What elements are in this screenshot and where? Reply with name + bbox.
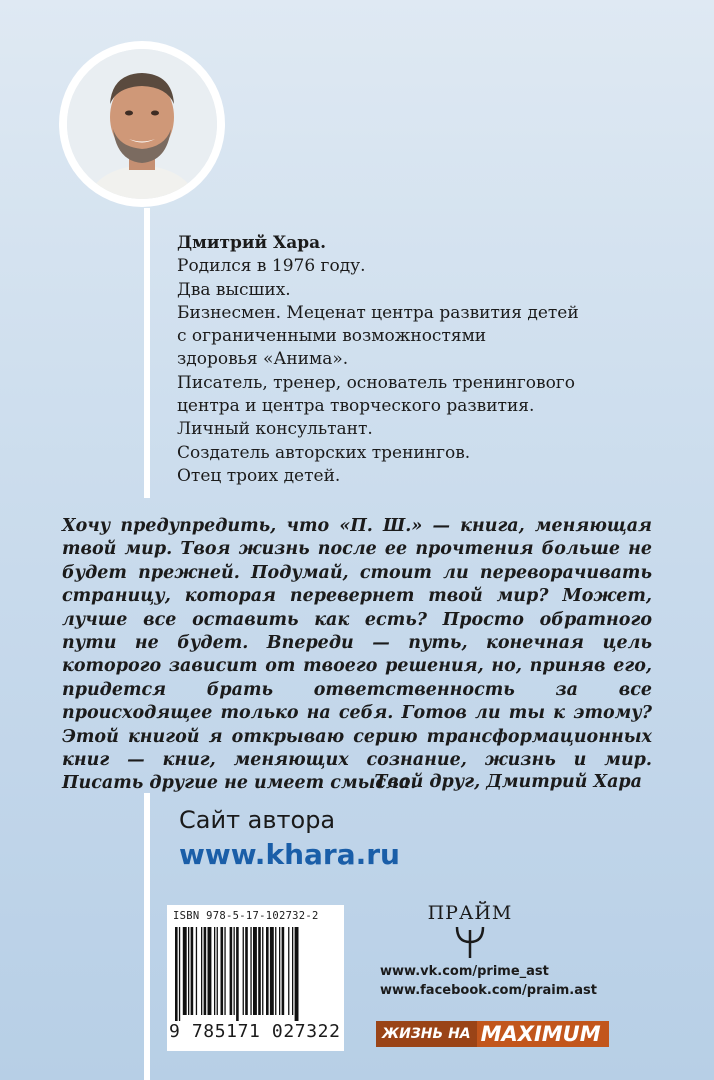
decorative-vertical-line-lower [144,793,150,1080]
barcode-bar [295,927,299,1021]
series-logo-part1: ЖИЗНЬ НА [376,1021,477,1047]
barcode-bar [214,927,215,1015]
author-photo [59,41,225,207]
barcode-bar [234,927,235,1015]
vk-link[interactable]: www.vk.com/prime_ast [380,964,549,979]
barcode-bar [201,927,202,1015]
site-url-link[interactable]: www.khara.ru [179,838,400,871]
author-quote: Хочу предупредить, что «П. Ш.» — книга, меняющая твой мир. Твоя жизнь после ее прочтения больше не будет прежней. Подумай, стоит ли переворачивать страницу, которая перевернет твой мир? Может, лучше все оставить как есть? Просто обратного пути не будет. Впереди — путь, конечная цель которого зависит от твоего решения, но, приняв его, придется брать ответственность за все происходящее только на себя. Готов ли ты к этому? Этой книгой я открываю серию трансформационных книг — книг, меняющих сознание, жизнь и мир. Писать другие не имеет смысла. [62,516,652,794]
barcode-bar [230,927,233,1015]
barcode-bar [224,927,225,1015]
barcode-bar [243,927,244,1015]
barcode-bar [253,927,257,1015]
barcode-bar [217,927,218,1015]
site-label: Сайт автора [179,806,336,834]
barcode-bar [183,927,187,1015]
barcode-bar [275,927,276,1015]
decorative-vertical-line [144,208,150,498]
bio-line: Бизнесмен. Меценат центра развития детей [177,302,579,323]
barcode-bar [175,927,178,1021]
barcode-bar [262,927,263,1015]
barcode-bar [208,927,212,1015]
author-portrait-icon [67,49,217,199]
facebook-link[interactable]: www.facebook.com/praim.ast [380,983,597,998]
barcode-bar [258,927,261,1015]
barcode-bar [204,927,207,1015]
author-name: Дмитрий Хара. [177,233,327,253]
barcode-bar [288,927,289,1015]
barcode-bar [188,927,189,1015]
publisher-name: ПРАЙМ [427,902,513,924]
bio-line: центра и центра творческого развития. [177,396,535,417]
barcode-bar [279,927,280,1015]
bio-line: Создатель авторских тренингов. [177,442,471,463]
series-logo [376,1021,609,1047]
publisher-symbol-icon [454,924,486,960]
publisher-logo [425,902,515,962]
isbn-bottom-text: 9 785171 027322 [169,1021,341,1042]
bio-line: Писатель, тренер, основатель тренингового [177,372,575,393]
barcode-bar [282,927,285,1015]
isbn-barcode [167,905,344,1051]
barcode-bar [179,927,180,1021]
bio-line: с ограниченными возможностями [177,326,487,347]
series-logo-part2: MAXIMUM [477,1021,609,1047]
bio-line: здоровья «Анима». [177,349,349,370]
barcode-bar [221,927,224,1015]
barcode-bar [266,927,269,1015]
bio-line: Два высших. [177,279,291,300]
bio-line: Родился в 1976 году. [177,256,366,277]
barcode-bar [270,927,274,1015]
bio-line: Отец троих детей. [177,465,341,486]
barcode-bar [245,927,248,1015]
barcode-bar [196,927,197,1015]
author-bio [177,232,657,488]
barcode-bar [236,927,239,1021]
quote-signature: Твой друг, Дмитрий Хара [374,772,642,792]
barcode-bar [292,927,293,1015]
barcode-bar [191,927,194,1015]
bio-line: Личный консультант. [177,419,373,440]
isbn-top-text: ISBN 978-5-17-102732-2 [173,910,319,922]
barcode-bars-icon [175,927,337,1021]
barcode-bar [250,927,251,1015]
